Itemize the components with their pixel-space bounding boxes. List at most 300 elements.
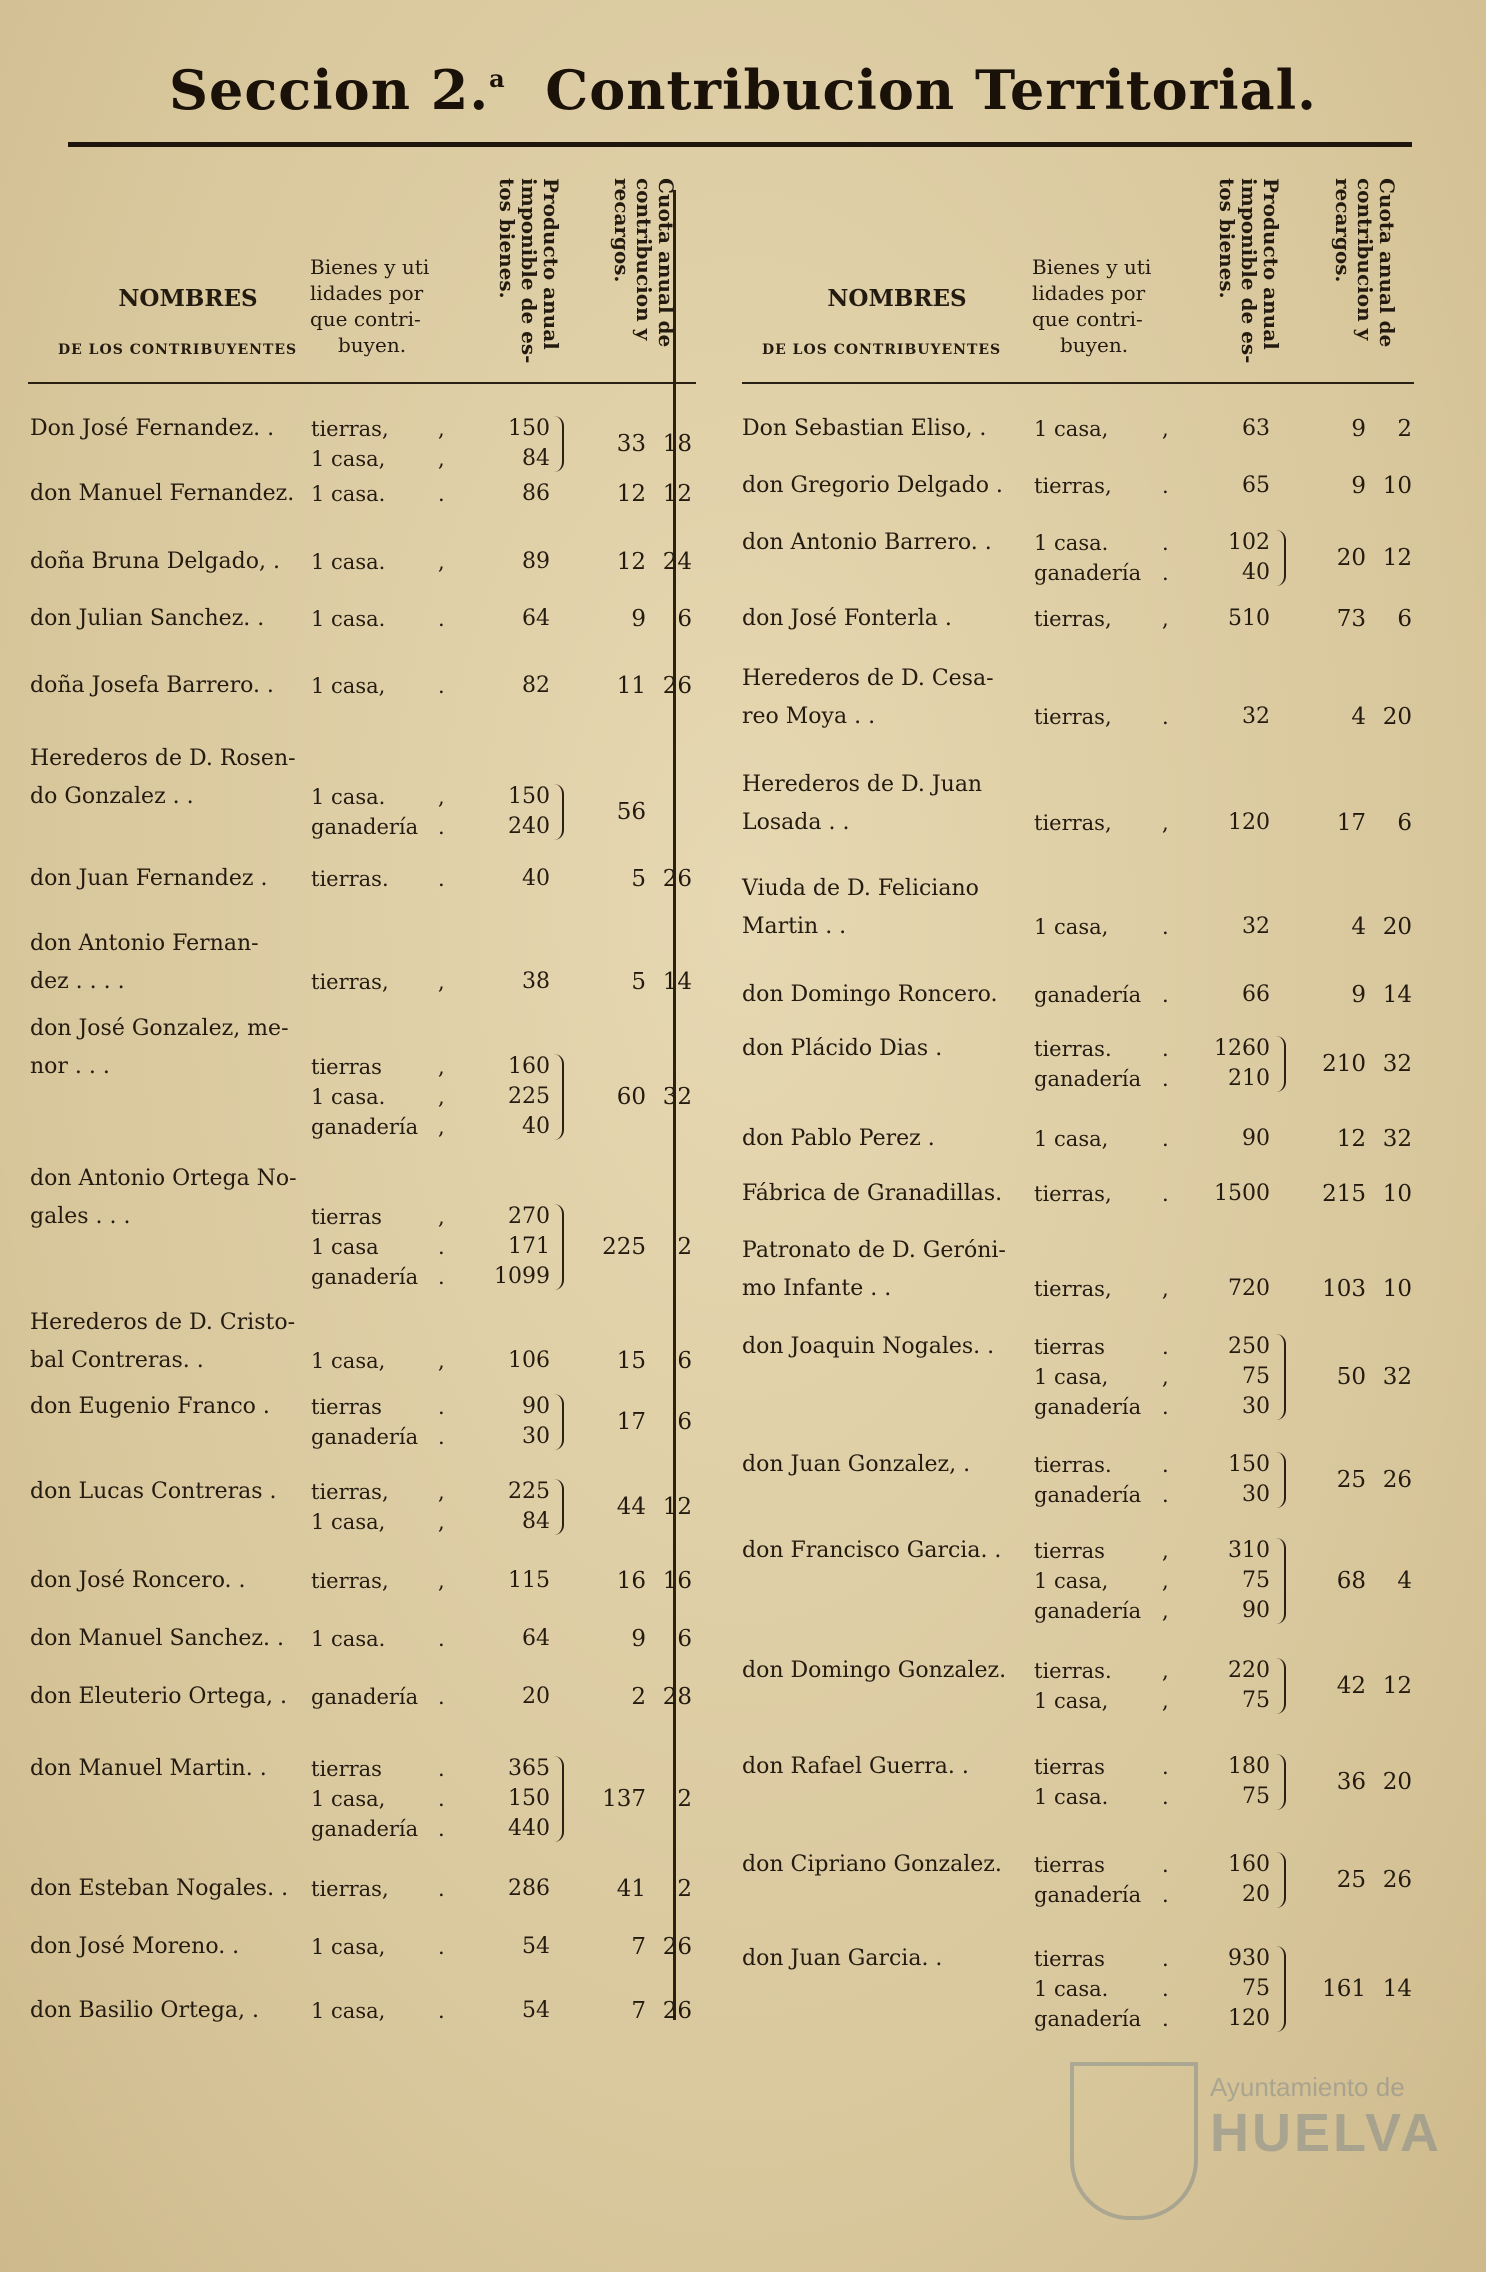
cuota-maravedis: 26: [662, 1934, 692, 1960]
header-bienes: [1032, 254, 1182, 358]
cuota-reales: 161: [1322, 1976, 1366, 2002]
property-type: tierras,: [1034, 1182, 1112, 1206]
cuota-maravedis: 26: [662, 1998, 692, 2024]
cuota-reales: 12: [616, 481, 646, 507]
leader-mark: ,: [438, 785, 445, 809]
cuota-maravedis: 20: [1382, 914, 1412, 940]
contributor-name: don Gregorio Delgado .: [742, 473, 1003, 498]
property-type: 1 casa,: [1034, 1127, 1109, 1151]
contributor-name: don Manuel Martin. .: [30, 1756, 267, 1781]
contributor-name: don Francisco Garcia. .: [742, 1538, 1002, 1563]
leader-mark: .: [438, 1757, 445, 1781]
leader-mark: ,: [438, 447, 445, 471]
product-value: 150: [508, 1786, 550, 1811]
cuota-reales: 60: [616, 1084, 646, 1110]
table-row: [742, 1030, 1414, 1091]
header-bienes-line: buyen.: [338, 333, 407, 357]
leader-mark: .: [1162, 1947, 1169, 1971]
cuota-maravedis: 6: [677, 606, 692, 632]
leader-mark: .: [1162, 531, 1169, 555]
cuota-reales: 9: [1351, 473, 1366, 499]
cuota-maravedis: 26: [662, 673, 692, 699]
leader-mark: .: [438, 1685, 445, 1709]
header-producto: [496, 178, 562, 368]
cuota-reales: 7: [631, 1998, 646, 2024]
header-nombres-sub: DE LOS CONTRIBUYENTES: [762, 342, 1002, 358]
leader-mark: ,: [438, 550, 445, 574]
leader-mark: ,: [438, 970, 445, 994]
property-type: tierras,: [311, 1480, 389, 1504]
cuota-maravedis: 26: [1382, 1467, 1412, 1493]
property-type: tierras.: [1034, 1453, 1112, 1477]
property-type: tierras: [1034, 1755, 1105, 1779]
contributor-name: Herederos de D. Cesa-: [742, 666, 994, 691]
product-value: 65: [1242, 473, 1270, 498]
property-type: 1 casa.: [311, 550, 386, 574]
property-type: 1 casa,: [311, 1510, 386, 1534]
product-value: 171: [508, 1234, 550, 1259]
leader-mark: .: [438, 1627, 445, 1651]
contributor-name: don Antonio Ortega No-: [30, 1166, 297, 1191]
product-value: 160: [1228, 1852, 1270, 1877]
contributor-name: Viuda de D. Feliciano: [742, 876, 979, 901]
product-value: 1260: [1214, 1036, 1270, 1061]
cuota-maravedis: 32: [662, 1084, 692, 1110]
product-value: 365: [508, 1756, 550, 1781]
title-rule: [68, 142, 1412, 147]
leader-mark: .: [438, 1817, 445, 1841]
cuota-maravedis: 32: [1382, 1126, 1412, 1152]
contributor-name: don Juan Fernandez .: [30, 866, 268, 891]
contributor-name: don Antonio Barrero. .: [742, 530, 992, 555]
cuota-maravedis: 12: [662, 481, 692, 507]
property-type: tierras: [1034, 1947, 1105, 1971]
brace-icon: [1274, 1036, 1286, 1092]
property-type: 1 casa.: [311, 1627, 386, 1651]
contributor-name: nor . . .: [30, 1054, 110, 1079]
header-nombres: [58, 285, 318, 358]
product-value: 86: [522, 481, 550, 506]
product-value: 270: [508, 1204, 550, 1229]
product-value: 150: [508, 784, 550, 809]
contributor-name: don Domingo Gonzalez.: [742, 1658, 1007, 1683]
header-bienes-line: lidades por: [1032, 281, 1146, 305]
contributor-name: don Lucas Contreras .: [30, 1479, 277, 1504]
leader-mark: .: [1162, 1395, 1169, 1419]
cuota-reales: 4: [1351, 704, 1366, 730]
header-nombres-title: NOMBRES: [118, 285, 258, 312]
table-row: [28, 600, 696, 632]
leader-mark: .: [438, 1235, 445, 1259]
cuota-maravedis: 14: [1382, 1976, 1412, 2002]
contributor-name: Martin . .: [742, 914, 847, 939]
contributor-name: Don José Fernandez. .: [30, 416, 275, 441]
product-value: 440: [508, 1816, 550, 1841]
contributor-name: don Manuel Fernandez.: [30, 481, 295, 506]
property-type: tierras,: [1034, 607, 1112, 631]
product-value: 32: [1242, 914, 1270, 939]
leader-mark: ,: [438, 1085, 445, 1109]
table-row: [28, 1304, 696, 1374]
property-type: tierras: [311, 1757, 382, 1781]
property-type: tierras: [311, 1395, 382, 1419]
property-type: tierras,: [311, 1877, 389, 1901]
property-type: ganadería: [311, 1265, 419, 1289]
brace-icon: [1274, 1658, 1286, 1714]
product-value: 64: [522, 606, 550, 631]
product-value: 115: [508, 1568, 550, 1593]
cuota-maravedis: 6: [677, 1348, 692, 1374]
product-value: 75: [1242, 1976, 1270, 2001]
product-value: 75: [1242, 1568, 1270, 1593]
cuota-reales: 4: [1351, 914, 1366, 940]
product-value: 1500: [1214, 1181, 1270, 1206]
header-cuota: [611, 178, 677, 368]
product-value: 90: [1242, 1126, 1270, 1151]
cuota-reales: 42: [1336, 1673, 1366, 1699]
header-nombres-sub: DE LOS CONTRIBUYENTES: [58, 342, 298, 358]
contributor-name: don Cipriano Gonzalez.: [742, 1852, 1002, 1877]
leader-mark: ,: [1162, 1659, 1169, 1683]
coat-of-arms-icon: [1070, 2062, 1198, 2220]
property-type: tierras,: [1034, 474, 1112, 498]
leader-mark: .: [438, 867, 445, 891]
table-row: [28, 1992, 696, 2024]
right-table: [742, 170, 1414, 2031]
contributor-name: Herederos de D. Cristo-: [30, 1310, 296, 1335]
property-type: ganadería: [1034, 1067, 1142, 1091]
table-row: [742, 1846, 1414, 1907]
leader-mark: .: [438, 815, 445, 839]
table-row: [28, 860, 696, 892]
property-type: 1 casa,: [311, 1935, 386, 1959]
product-value: 1099: [494, 1264, 550, 1289]
cuota-reales: 15: [616, 1348, 646, 1374]
cuota-reales: 5: [631, 969, 646, 995]
header-nombres-title: NOMBRES: [827, 285, 967, 312]
table-row: [28, 1678, 696, 1710]
header-cuota-line: Cuota anual de: [654, 178, 678, 348]
leader-mark: .: [438, 1787, 445, 1811]
leader-mark: ,: [438, 1205, 445, 1229]
product-value: 720: [1228, 1276, 1270, 1301]
table-row: [742, 1532, 1414, 1623]
contributor-name: do Gonzalez . .: [30, 784, 194, 809]
leader-mark: ,: [1162, 417, 1169, 441]
cuota-reales: 17: [616, 1409, 646, 1435]
cuota-maravedis: 2: [677, 1234, 692, 1260]
product-value: 75: [1242, 1364, 1270, 1389]
leader-mark: ,: [1162, 1569, 1169, 1593]
leader-mark: .: [438, 1265, 445, 1289]
cuota-maravedis: 6: [677, 1626, 692, 1652]
header-bienes-line: que contri-: [1032, 307, 1143, 331]
cuota-reales: 73: [1336, 606, 1366, 632]
product-value: 63: [1242, 416, 1270, 441]
left-table: [28, 170, 696, 2024]
cuota-maravedis: 28: [662, 1684, 692, 1710]
leader-mark: .: [438, 1425, 445, 1449]
leader-mark: .: [438, 1935, 445, 1959]
leader-mark: ,: [1162, 811, 1169, 835]
product-value: 40: [1242, 560, 1270, 585]
watermark: [1060, 2062, 1460, 2252]
table-row: [28, 1750, 696, 1841]
brace-icon: [552, 1204, 564, 1290]
contributor-name: don Julian Sanchez. .: [30, 606, 265, 631]
property-type: tierras,: [1034, 811, 1112, 835]
watermark-line2: HUELVA: [1210, 2103, 1442, 2163]
leader-mark: ,: [1162, 1539, 1169, 1563]
property-type: 1 casa,: [1034, 417, 1109, 441]
table-row: [28, 475, 696, 507]
product-value: 160: [508, 1054, 550, 1079]
product-value: 20: [522, 1684, 550, 1709]
cuota-maravedis: 10: [1382, 1181, 1412, 1207]
cuota-reales: 41: [616, 1876, 646, 1902]
table-row: [742, 1328, 1414, 1419]
table-row: [28, 1928, 696, 1960]
property-type: 1 casa.: [1034, 531, 1109, 555]
table-row: [28, 1562, 696, 1594]
leader-mark: .: [1162, 1182, 1169, 1206]
leader-mark: .: [1162, 1067, 1169, 1091]
product-value: 40: [522, 1114, 550, 1139]
leader-mark: .: [1162, 1977, 1169, 2001]
leader-mark: .: [1162, 915, 1169, 939]
contributor-name: Herederos de D. Rosen-: [30, 746, 296, 771]
property-type: 1 casa.: [311, 482, 386, 506]
contributor-name: Losada . .: [742, 810, 850, 835]
contributor-name: don Manuel Sanchez. .: [30, 1626, 284, 1651]
product-value: 150: [1228, 1452, 1270, 1477]
leader-mark: .: [1162, 1785, 1169, 1809]
leader-mark: .: [1162, 561, 1169, 585]
cuota-maravedis: 32: [1382, 1364, 1412, 1390]
cuota-maravedis: 20: [1382, 704, 1412, 730]
cuota-maravedis: 12: [1382, 545, 1412, 571]
table-row: [28, 667, 696, 699]
property-type: tierras,: [1034, 1277, 1112, 1301]
property-type: ganadería: [1034, 1883, 1142, 1907]
cuota-reales: 16: [616, 1568, 646, 1594]
header-bienes-line: Bienes y uti: [310, 255, 430, 279]
property-type: tierras,: [311, 417, 389, 441]
leader-mark: .: [1162, 1127, 1169, 1151]
table-row: [28, 1160, 696, 1289]
contributor-name: don Juan Gonzalez, .: [742, 1452, 971, 1477]
header-producto-line: imponible de es-: [517, 178, 541, 364]
page-title: Seccion 2.$^a$ Contribucion Territorial.: [169, 58, 1317, 122]
contributor-name: don José Moreno. .: [30, 1934, 240, 1959]
property-type: 1 casa,: [1034, 1689, 1109, 1713]
cuota-maravedis: 26: [662, 866, 692, 892]
leader-mark: .: [438, 482, 445, 506]
table-row: [742, 1232, 1414, 1302]
product-value: 310: [1228, 1538, 1270, 1563]
brace-icon: [1274, 1452, 1286, 1508]
cuota-maravedis: 26: [1382, 1867, 1412, 1893]
product-value: 225: [508, 1084, 550, 1109]
table-row: [742, 1652, 1414, 1713]
header-bienes-line: buyen.: [1060, 333, 1129, 357]
cuota-maravedis: 16: [662, 1568, 692, 1594]
leader-mark: .: [1162, 1483, 1169, 1507]
cuota-reales: 17: [1336, 810, 1366, 836]
cuota-reales: 9: [1351, 982, 1366, 1008]
contributor-name: bal Contreras. .: [30, 1348, 204, 1373]
cuota-maravedis: 14: [1382, 982, 1412, 1008]
cuota-maravedis: 10: [1382, 473, 1412, 499]
leader-mark: ,: [438, 1115, 445, 1139]
cuota-maravedis: 2: [677, 1786, 692, 1812]
cuota-maravedis: 20: [1382, 1769, 1412, 1795]
product-value: 84: [522, 1509, 550, 1534]
leader-mark: .: [1162, 1853, 1169, 1877]
header-cuota-line: contribucion y: [1353, 178, 1377, 341]
leader-mark: ,: [1162, 1689, 1169, 1713]
product-value: 225: [508, 1479, 550, 1504]
cuota-reales: 9: [631, 1626, 646, 1652]
leader-mark: .: [438, 607, 445, 631]
property-type: tierras: [1034, 1853, 1105, 1877]
leader-mark: ,: [438, 1349, 445, 1373]
table-row: [742, 1748, 1414, 1809]
contributor-name: don Esteban Nogales. .: [30, 1876, 289, 1901]
header-cuota-line: contribucion y: [632, 178, 656, 341]
contributor-name: don Joaquin Nogales. .: [742, 1334, 995, 1359]
brace-icon: [1274, 1334, 1286, 1420]
property-type: 1 casa.: [1034, 1785, 1109, 1809]
contributor-name: don Rafael Guerra. .: [742, 1754, 969, 1779]
table-row: [742, 410, 1414, 442]
leader-mark: .: [438, 1999, 445, 2023]
property-type: 1 casa,: [1034, 1569, 1109, 1593]
cuota-maravedis: 6: [1397, 606, 1412, 632]
contributor-name: Patronato de D. Geróni-: [742, 1238, 1006, 1263]
property-type: tierras,: [1034, 705, 1112, 729]
cuota-reales: 25: [1336, 1467, 1366, 1493]
product-value: 66: [1242, 982, 1270, 1007]
product-value: 38: [522, 969, 550, 994]
property-type: ganadería: [311, 1425, 419, 1449]
leader-mark: ,: [1162, 1365, 1169, 1389]
property-type: tierras: [311, 1205, 382, 1229]
cuota-reales: 215: [1322, 1181, 1366, 1207]
property-type: 1 casa.: [311, 785, 386, 809]
product-value: 75: [1242, 1688, 1270, 1713]
header-cuota-line: recargos.: [610, 178, 634, 283]
leader-mark: .: [438, 1395, 445, 1419]
product-value: 120: [1228, 2006, 1270, 2031]
header-producto-line: Producto anual: [1259, 178, 1283, 350]
table-row: [28, 740, 696, 839]
leader-mark: .: [1162, 983, 1169, 1007]
product-value: 82: [522, 673, 550, 698]
leader-mark: .: [438, 1877, 445, 1901]
cuota-reales: 9: [1351, 416, 1366, 442]
leader-mark: ,: [438, 1510, 445, 1534]
product-value: 30: [1242, 1394, 1270, 1419]
table-row: [28, 410, 696, 471]
table-row: [28, 1388, 696, 1449]
property-type: ganadería: [1034, 1483, 1142, 1507]
table-row: [28, 925, 696, 995]
cuota-reales: 68: [1336, 1568, 1366, 1594]
brace-icon: [1274, 1754, 1286, 1810]
contributor-name: don Basilio Ortega, .: [30, 1998, 260, 2023]
cuota-reales: 12: [616, 549, 646, 575]
cuota-reales: 5: [631, 866, 646, 892]
property-type: 1 casa,: [311, 1999, 386, 2023]
product-value: 90: [1242, 1598, 1270, 1623]
table-row: [28, 1473, 696, 1534]
header-bienes-line: Bienes y uti: [1032, 255, 1152, 279]
property-type: 1 casa: [311, 1235, 379, 1259]
leader-mark: .: [1162, 2007, 1169, 2031]
header-producto-line: Producto anual: [539, 178, 563, 350]
header-cuota-line: Cuota anual de: [1375, 178, 1399, 348]
property-type: ganadería: [311, 1685, 419, 1709]
product-value: 54: [522, 1934, 550, 1959]
header-bienes-line: lidades por: [310, 281, 424, 305]
leader-mark: ,: [438, 1055, 445, 1079]
product-value: 250: [1228, 1334, 1270, 1359]
table-row: [742, 1446, 1414, 1507]
cuota-maravedis: 12: [662, 1494, 692, 1520]
property-type: 1 casa,: [311, 1787, 386, 1811]
brace-icon: [1274, 1538, 1286, 1624]
product-value: 40: [522, 866, 550, 891]
cuota-maravedis: 6: [1397, 810, 1412, 836]
property-type: 1 casa,: [311, 674, 386, 698]
product-value: 220: [1228, 1658, 1270, 1683]
property-type: ganadería: [1034, 561, 1142, 585]
table-row: [28, 543, 696, 575]
cuota-reales: 33: [616, 431, 646, 457]
product-value: 150: [508, 416, 550, 441]
property-type: tierras.: [1034, 1037, 1112, 1061]
cuota-maravedis: 10: [1382, 1276, 1412, 1302]
contributor-name: doña Josefa Barrero. .: [30, 673, 274, 698]
property-type: ganadería: [1034, 1395, 1142, 1419]
leader-mark: .: [1162, 1755, 1169, 1779]
leader-mark: ,: [1162, 1277, 1169, 1301]
contributor-name: don José Gonzalez, me-: [30, 1016, 289, 1041]
leader-mark: .: [1162, 1883, 1169, 1907]
table-row: [28, 1870, 696, 1902]
product-value: 64: [522, 1626, 550, 1651]
product-value: 240: [508, 814, 550, 839]
watermark-line1: Ayuntamiento de: [1210, 2072, 1405, 2102]
brace-icon: [552, 1394, 564, 1450]
property-type: tierras,: [311, 970, 389, 994]
property-type: ganadería: [1034, 2007, 1142, 2031]
brace-icon: [552, 784, 564, 840]
property-type: 1 casa,: [311, 447, 386, 471]
header-producto-line: imponible de es-: [1237, 178, 1261, 364]
product-value: 930: [1228, 1946, 1270, 1971]
product-value: 210: [1228, 1066, 1270, 1091]
cuota-reales: 50: [1336, 1364, 1366, 1390]
cuota-reales: 56: [616, 799, 646, 825]
contributor-name: don Eleuterio Ortega, .: [30, 1684, 288, 1709]
leader-mark: .: [1162, 1453, 1169, 1477]
cuota-maravedis: 6: [677, 1409, 692, 1435]
contributor-name: mo Infante . .: [742, 1276, 892, 1301]
brace-icon: [1274, 1852, 1286, 1908]
contributor-name: don Plácido Dias .: [742, 1036, 943, 1061]
